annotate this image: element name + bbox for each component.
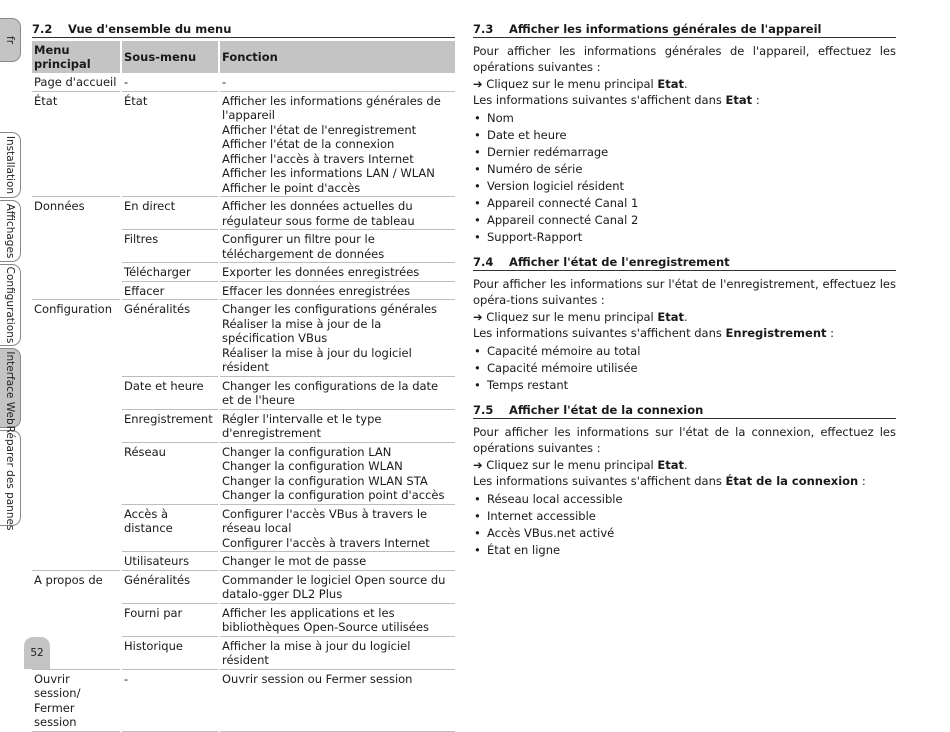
- section-title: Vue d'ensemble du menu: [68, 22, 232, 36]
- cell-submenu: Utilisateurs: [122, 552, 218, 571]
- info-suffix: :: [826, 326, 835, 340]
- list-item: • Version logiciel résident: [473, 178, 896, 195]
- cell-function: [220, 197, 455, 230]
- list-item: • Appareil connecté Canal 1: [473, 195, 896, 212]
- side-tab-label: fr: [4, 35, 16, 45]
- cell-main-menu: Configuration: [34, 302, 112, 316]
- info-menu-name: Etat: [725, 93, 753, 107]
- list-item: • Accès VBus.net activé: [473, 525, 896, 542]
- section-number: 7.3: [473, 22, 494, 36]
- cell-submenu: Historique: [122, 637, 218, 670]
- function-line: Afficher les données actuelles du régulateur sous forme de tableau: [222, 199, 415, 228]
- column-header-function: Fonction: [220, 41, 455, 73]
- table-row: [32, 230, 455, 263]
- info-text: Les informations suivantes s'affichent dans: [473, 474, 726, 488]
- bullet-list: [473, 110, 896, 246]
- side-tab-reparer[interactable]: [0, 425, 21, 531]
- page-number: 52: [24, 637, 50, 669]
- section-intro: Pour afficher les informations générales de l'appareil, effectuez les opérations suivantes :: [473, 44, 896, 74]
- instruction-line: [473, 457, 896, 473]
- cell-submenu: -: [122, 73, 218, 92]
- cell-main-menu: [32, 263, 120, 282]
- cell-function: [220, 263, 455, 282]
- menu-overview-table: [30, 41, 457, 732]
- function-line: Réaliser la mise à jour du logiciel résident: [222, 345, 412, 374]
- cell-submenu: Accès à distance: [122, 505, 218, 553]
- bullet-list: [473, 343, 896, 394]
- function-line: Commander le logiciel Open source du datalo-gger DL2 Plus: [222, 572, 446, 601]
- function-line: Configurer un filtre pour le téléchargement de données: [222, 232, 385, 261]
- side-tab-label: Configurations: [4, 266, 16, 344]
- function-line: Changer la configuration LAN: [222, 444, 392, 459]
- cell-submenu: Généralités: [122, 300, 218, 377]
- cell-main-menu: [32, 443, 120, 505]
- function-line: Afficher la mise à jour du logiciel résident: [222, 638, 411, 667]
- function-line: Afficher les informations générales de l'appareil: [222, 93, 441, 122]
- cell-main-menu: A propos de: [34, 572, 103, 587]
- info-line: [473, 325, 896, 341]
- cell-main-menu: [32, 637, 120, 670]
- side-tab-affichages[interactable]: [0, 200, 21, 262]
- instruction-suffix: .: [684, 458, 688, 472]
- cell-main-menu: [32, 230, 120, 263]
- list-item: • Support-Rapport: [473, 229, 896, 246]
- function-line: Changer le mot de passe: [222, 554, 367, 568]
- menu-overview-section: [32, 22, 455, 732]
- function-line: Afficher le point d'accès: [222, 180, 361, 195]
- table-row: [32, 552, 455, 571]
- cell-submenu: Réseau: [122, 443, 218, 505]
- table-row: [32, 571, 455, 604]
- table-row: [32, 300, 455, 377]
- cell-submenu: Enregistrement: [122, 410, 218, 443]
- cell-submenu: Filtres: [122, 230, 218, 263]
- menu-table-body: [32, 73, 455, 732]
- section-heading: [32, 22, 455, 38]
- table-row: [32, 92, 455, 198]
- table-row: [32, 410, 455, 443]
- list-item: • Numéro de série: [473, 161, 896, 178]
- function-line: Afficher les applications et les bibliothèques Open-Source utilisées: [222, 605, 429, 634]
- side-tab-label: Interface Web: [4, 351, 16, 425]
- cell-function: [220, 73, 455, 92]
- cell-function: [220, 377, 455, 410]
- section-title: Afficher l'état de la connexion: [509, 403, 704, 417]
- cell-function: [220, 637, 455, 670]
- cell-submenu: -: [122, 670, 218, 732]
- table-row: [32, 604, 455, 637]
- instruction-menu-name: Etat: [657, 458, 685, 472]
- table-row: [32, 505, 455, 553]
- section-intro: Pour afficher les informations sur l'état de la connexion, effectuez les opérations suivantes :: [473, 425, 896, 455]
- list-item: • Capacité mémoire utilisée: [473, 360, 896, 377]
- function-line: Changer la configuration WLAN STA: [222, 473, 428, 488]
- cell-main-menu: [32, 552, 120, 571]
- info-text: Les informations suivantes s'affichent dans: [473, 93, 726, 107]
- table-row: [32, 197, 455, 230]
- cell-main-menu: Page d'accueil: [32, 73, 120, 92]
- table-row: [32, 73, 455, 92]
- info-menu-name: Enregistrement: [725, 326, 827, 340]
- cell-main-menu: [32, 604, 120, 637]
- list-item: • Date et heure: [473, 127, 896, 144]
- function-line: Effacer les données enregistrées: [222, 283, 411, 298]
- instruction-text: ➔ Cliquez sur le menu principal: [473, 458, 658, 472]
- cell-main-menu: Données: [34, 199, 85, 213]
- column-header-menu: Menu principal: [32, 41, 120, 73]
- table-row: [32, 443, 455, 505]
- side-tab-label: Affichages: [4, 203, 16, 259]
- cell-submenu: Télécharger: [122, 263, 218, 282]
- info-suffix: :: [752, 93, 760, 107]
- function-line: Changer les configurations de la date et de l'heure: [222, 378, 439, 407]
- list-item: • Appareil connecté Canal 2: [473, 212, 896, 229]
- cell-function: [220, 505, 455, 553]
- function-line: Changer la configuration point d'accès: [222, 488, 445, 502]
- function-line: Afficher l'accès à travers Internet: [222, 151, 414, 166]
- info-line: [473, 92, 896, 108]
- function-line: Ouvrir session ou Fermer session: [222, 671, 413, 686]
- cell-function: [220, 443, 455, 505]
- cell-submenu: Effacer: [122, 282, 218, 301]
- function-line: Configurer l'accès à travers Internet: [222, 535, 430, 550]
- table-row: [32, 263, 455, 282]
- table-row: [32, 670, 455, 732]
- info-text: Les informations suivantes s'affichent dans: [473, 326, 726, 340]
- cell-submenu: Date et heure: [122, 377, 218, 410]
- side-tab-installation[interactable]: [0, 132, 21, 198]
- section-heading: [473, 403, 896, 419]
- right-column: [473, 22, 896, 559]
- instruction-suffix: .: [684, 77, 688, 91]
- instruction-text: ➔ Cliquez sur le menu principal: [473, 77, 658, 91]
- cell-main-menu: [32, 410, 120, 443]
- instruction-line: [473, 309, 896, 325]
- info-suffix: :: [858, 474, 866, 488]
- section-number: 7.4: [473, 255, 494, 269]
- cell-function: [220, 410, 455, 443]
- section-number: 7.2: [32, 22, 53, 36]
- table-row: [32, 377, 455, 410]
- function-line: Exporter les données enregistrées: [222, 265, 420, 279]
- section-number: 7.5: [473, 403, 494, 417]
- instruction-menu-name: Etat: [657, 310, 685, 324]
- function-line: Réaliser la mise à jour de la spécification VBus: [222, 316, 382, 345]
- instruction-text: ➔ Cliquez sur le menu principal: [473, 310, 658, 324]
- list-item: • Capacité mémoire au total: [473, 343, 896, 360]
- list-item: • Dernier redémarrage: [473, 144, 896, 161]
- function-line: Changer la configuration WLAN: [222, 459, 403, 473]
- side-tab-interface-web[interactable]: [0, 348, 21, 428]
- table-row: [32, 282, 455, 301]
- instruction-suffix: .: [684, 310, 688, 324]
- section-heading: [473, 255, 896, 271]
- cell-main-menu: Ouvrir session/ Fermer session: [32, 670, 120, 732]
- section-intro: Pour afficher les informations sur l'état de l'enregistrement, effectuez les opéra-tions suivantes :: [473, 277, 896, 307]
- cell-main-menu: État: [32, 92, 120, 198]
- cell-function: [220, 282, 455, 301]
- list-item: • Internet accessible: [473, 508, 896, 525]
- column-header-submenu: Sous-menu: [122, 41, 218, 73]
- section-title: Afficher les informations générales de l'appareil: [509, 22, 822, 36]
- cell-submenu: Généralités: [122, 571, 218, 604]
- table-row: [32, 637, 455, 670]
- cell-function: [220, 92, 455, 198]
- cell-main-menu: [32, 505, 120, 553]
- list-item: • Temps restant: [473, 377, 896, 394]
- instruction-menu-name: Etat: [657, 77, 685, 91]
- cell-function: [220, 604, 455, 637]
- side-tab-configurations[interactable]: [0, 264, 21, 346]
- function-line: Configurer l'accès VBus à travers le réseau local: [222, 506, 428, 535]
- list-item: • Nom: [473, 110, 896, 127]
- cell-function: [220, 230, 455, 263]
- function-line: Afficher les informations LAN / WLAN: [222, 166, 435, 180]
- function-line: Changer les configurations générales: [222, 302, 438, 316]
- cell-function: [220, 300, 455, 377]
- bullet-list: [473, 491, 896, 559]
- function-line: Afficher l'état de l'enregistrement: [222, 122, 417, 137]
- cell-main-menu: [32, 282, 120, 301]
- cell-submenu: Fourni par: [122, 604, 218, 637]
- function-line: Régler l'intervalle et le type d'enregistrement: [222, 411, 382, 440]
- cell-main-menu: [32, 377, 120, 410]
- section-title: Afficher l'état de l'enregistrement: [509, 255, 730, 269]
- side-tab-label: Réparer des pannes: [4, 425, 16, 531]
- instruction-line: [473, 76, 896, 92]
- info-menu-name: État de la connexion: [725, 474, 859, 488]
- cell-submenu: État: [122, 92, 218, 198]
- cell-function: [220, 670, 455, 732]
- list-item: • État en ligne: [473, 542, 896, 559]
- cell-submenu: En direct: [122, 197, 218, 230]
- info-line: [473, 473, 896, 489]
- cell-function: [220, 571, 455, 604]
- side-tab-label: Installation: [4, 135, 16, 195]
- list-item: • Réseau local accessible: [473, 491, 896, 508]
- function-line: -: [222, 75, 227, 89]
- section-heading: [473, 22, 896, 38]
- function-line: Afficher l'état de la connexion: [222, 137, 395, 151]
- side-tab-fr[interactable]: [0, 18, 21, 62]
- cell-function: [220, 552, 455, 571]
